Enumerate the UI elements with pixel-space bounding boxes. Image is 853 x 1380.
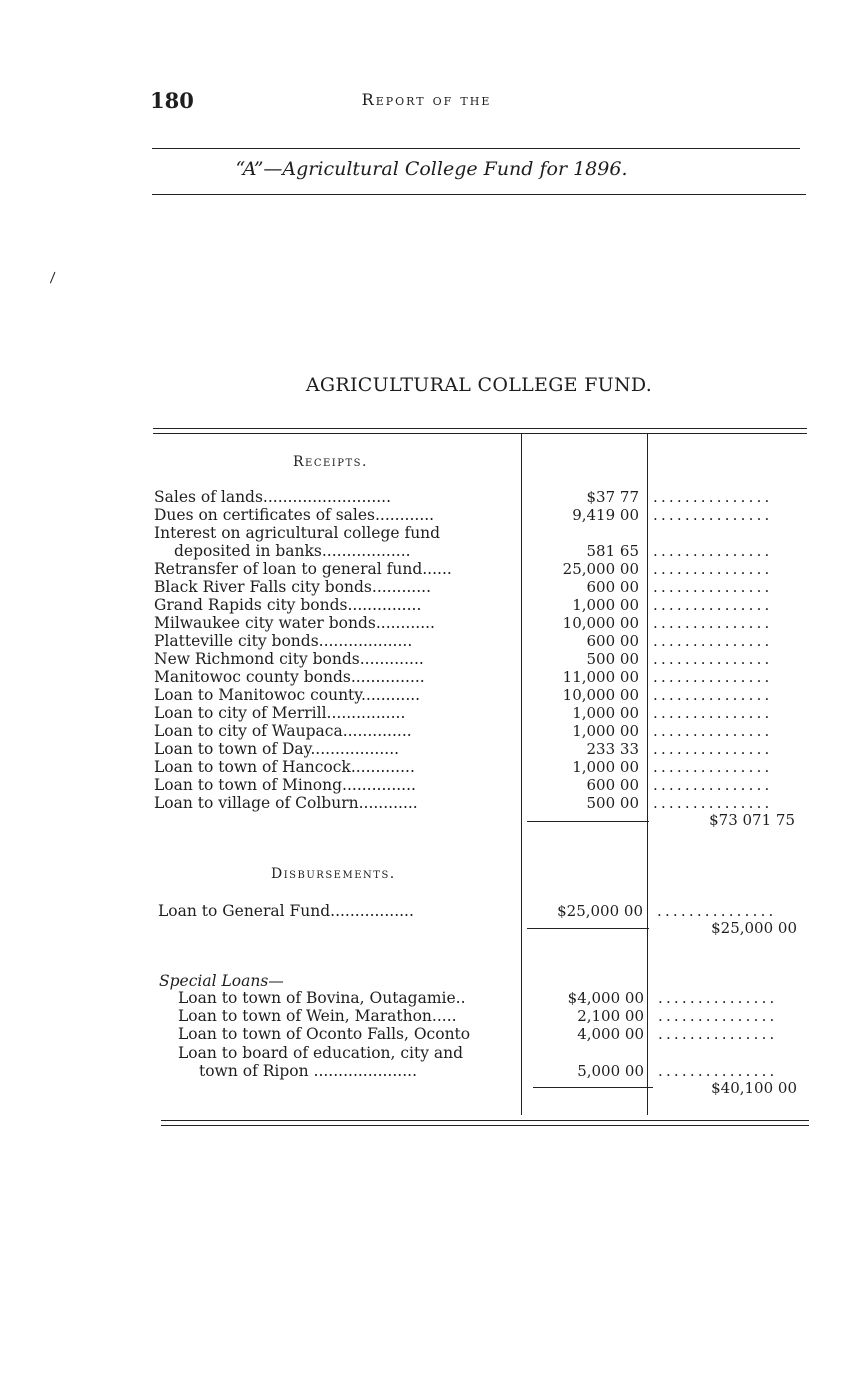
row-label: Loan to town of Day.................. [154,740,400,758]
table-row [0,704,853,722]
row-label: Loan to board of education, city and [178,1044,464,1062]
table-row [0,596,853,614]
row-amount: 600 00 [586,776,639,794]
table-top-rule-2 [153,433,807,434]
row-label: Loan to town of Oconto Falls, Oconto [178,1025,471,1043]
row-amount: 581 65 [586,542,639,560]
header-rule-bottom [152,194,806,195]
row-label: Loan to town of Minong............... [154,776,416,794]
header-rule-top [152,148,800,149]
table-row [0,650,853,668]
table-row [0,524,853,542]
special-loans-subtotal-rule [533,1087,653,1088]
page-number: 180 [150,88,194,113]
row-leader-dots: ............... [653,776,773,794]
row-leader-dots: ............... [658,989,778,1007]
table-row [0,632,853,650]
row-amount: $37 77 [586,488,639,506]
row-amount: $25,000 00 [557,902,643,920]
row-label: Loan to town of Bovina, Outagamie.. [178,989,466,1007]
row-label: town of Ripon ..................... [199,1062,417,1080]
row-leader-dots: ............... [653,668,773,686]
row-label: Loan to village of Colburn............ [154,794,418,812]
row-leader-dots: ............... [658,1007,778,1025]
row-leader-dots: ............... [653,794,773,812]
row-amount: $4,000 00 [567,989,644,1007]
row-leader-dots: ............... [658,1025,778,1043]
row-amount: 10,000 00 [562,614,639,632]
row-leader-dots: ............... [653,722,773,740]
row-label: Black River Falls city bonds............ [154,578,432,596]
table-row [0,1044,853,1062]
row-label: New Richmond city bonds............. [154,650,424,668]
row-leader-dots: ............... [653,596,773,614]
special-loans-heading: Special Loans— [159,972,284,990]
table-row [0,740,853,758]
table-row [0,506,853,524]
row-amount: 1,000 00 [572,758,639,776]
row-leader-dots: ............... [653,542,773,560]
table-row [0,758,853,776]
row-leader-dots: ............... [653,578,773,596]
row-amount: 5,000 00 [577,1062,644,1080]
row-leader-dots: ............... [653,614,773,632]
row-label: Manitowoc county bonds............... [154,668,425,686]
table-row [0,1025,853,1043]
row-leader-dots: ............... [657,902,777,920]
disbursements-subtotal-rule [527,928,649,929]
main-title: AGRICULTURAL COLLEGE FUND. [305,374,653,396]
table-row [0,989,853,1007]
row-amount: 25,000 00 [562,560,639,578]
table-top-rule-1 [153,428,807,429]
row-amount: 1,000 00 [572,722,639,740]
row-label: deposited in banks.................. [174,542,411,560]
row-label: Platteville city bonds................... [154,632,413,650]
row-label: Dues on certificates of sales............ [154,506,435,524]
row-label: Retransfer of loan to general fund...... [154,560,452,578]
row-leader-dots: ............... [653,686,773,704]
row-leader-dots: ............... [653,704,773,722]
receipts-subtotal-rule [527,821,649,822]
row-amount: 500 00 [586,794,639,812]
row-amount: 11,000 00 [562,668,639,686]
table-row [0,794,853,812]
table-row [0,776,853,794]
disbursements-heading: Disbursements. [271,866,396,882]
row-label: Loan to town of Hancock............. [154,758,415,776]
receipts-heading: Receipts. [293,454,368,470]
row-label: Loan to city of Merrill................ [154,704,406,722]
row-amount: 4,000 00 [577,1025,644,1043]
row-amount: 500 00 [586,650,639,668]
row-label: Loan to General Fund................. [158,902,414,920]
fund-subtitle: “A”—Agricultural College Fund for 1896. [235,158,628,180]
row-leader-dots: ............... [653,758,773,776]
special-loans-total: $40,100 00 [711,1079,797,1097]
table-row [0,686,853,704]
row-amount: 9,419 00 [572,506,639,524]
row-leader-dots: ............... [658,1062,778,1080]
row-amount: 1,000 00 [572,596,639,614]
row-label: Loan to Manitowoc county............ [154,686,421,704]
stray-mark: \ [45,270,60,286]
running-head: Report of the [361,90,492,109]
row-label: Loan to town of Wein, Marathon..... [178,1007,457,1025]
table-row [0,560,853,578]
table-bottom-rule-1 [161,1120,809,1121]
row-leader-dots: ............... [653,560,773,578]
row-amount: 600 00 [586,578,639,596]
row-amount: 10,000 00 [562,686,639,704]
table-row [0,542,853,560]
row-leader-dots: ............... [653,488,773,506]
row-leader-dots: ............... [653,632,773,650]
disbursements-total: $25,000 00 [711,919,797,937]
row-amount: 233 33 [586,740,639,758]
row-leader-dots: ............... [653,506,773,524]
row-label: Sales of lands.......................... [154,488,392,506]
row-amount: 2,100 00 [577,1007,644,1025]
table-row [0,614,853,632]
row-amount: 1,000 00 [572,704,639,722]
row-leader-dots: ............... [653,740,773,758]
receipts-total: $73 071 75 [709,811,795,829]
row-label: Interest on agricultural college fund [154,524,441,542]
table-bottom-rule-2 [161,1125,809,1126]
row-label: Milwaukee city water bonds............ [154,614,435,632]
table-row [0,488,853,506]
row-amount: 600 00 [586,632,639,650]
table-row [0,722,853,740]
row-leader-dots: ............... [653,650,773,668]
table-row [0,902,853,920]
row-label: Grand Rapids city bonds............... [154,596,422,614]
table-row [0,1007,853,1025]
row-label: Loan to city of Waupaca.............. [154,722,412,740]
table-row [0,578,853,596]
table-row [0,668,853,686]
table-row [0,1062,853,1080]
